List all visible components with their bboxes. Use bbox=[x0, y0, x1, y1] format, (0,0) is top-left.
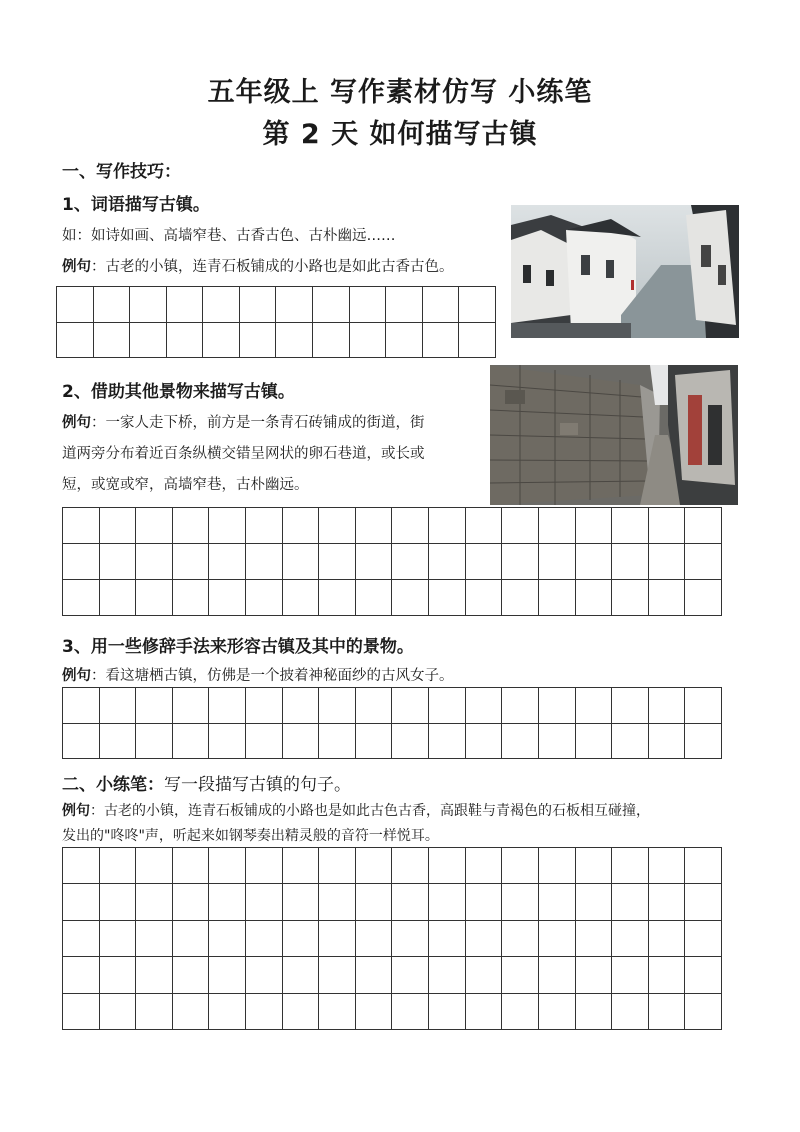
grid-cell[interactable] bbox=[276, 322, 313, 358]
grid-cell[interactable] bbox=[429, 848, 466, 884]
grid-cell[interactable] bbox=[575, 508, 612, 544]
grid-cell[interactable] bbox=[392, 993, 429, 1029]
grid-cell[interactable] bbox=[63, 723, 100, 759]
grid-cell[interactable] bbox=[246, 848, 283, 884]
grid-cell[interactable] bbox=[465, 688, 502, 724]
grid-cell[interactable] bbox=[209, 688, 246, 724]
grid-cell[interactable] bbox=[246, 723, 283, 759]
grid-cell[interactable] bbox=[575, 957, 612, 993]
grid-cell[interactable] bbox=[685, 957, 722, 993]
grid-cell[interactable] bbox=[575, 580, 612, 616]
grid-cell[interactable] bbox=[429, 993, 466, 1029]
grid-cell[interactable] bbox=[612, 957, 649, 993]
grid-cell[interactable] bbox=[282, 580, 319, 616]
grid-cell[interactable] bbox=[575, 920, 612, 956]
grid-cell[interactable] bbox=[246, 920, 283, 956]
grid-cell[interactable] bbox=[429, 920, 466, 956]
grid-cell[interactable] bbox=[648, 544, 685, 580]
grid-cell[interactable] bbox=[63, 508, 100, 544]
grid-cell[interactable] bbox=[465, 508, 502, 544]
grid-row bbox=[63, 920, 722, 956]
grid-cell[interactable] bbox=[685, 544, 722, 580]
grid-cell[interactable] bbox=[203, 322, 240, 358]
grid-cell[interactable] bbox=[172, 580, 209, 616]
grid-cell[interactable] bbox=[502, 884, 539, 920]
grid-cell[interactable] bbox=[246, 580, 283, 616]
grid-cell[interactable] bbox=[246, 544, 283, 580]
grid-cell[interactable] bbox=[282, 723, 319, 759]
grid-cell[interactable] bbox=[246, 884, 283, 920]
grid-cell[interactable] bbox=[429, 688, 466, 724]
grid-cell[interactable] bbox=[93, 287, 130, 323]
grid-row bbox=[63, 580, 722, 616]
grid-cell[interactable] bbox=[392, 544, 429, 580]
grid-cell[interactable] bbox=[63, 848, 100, 884]
grid-cell[interactable] bbox=[136, 848, 173, 884]
grid-cell[interactable] bbox=[209, 723, 246, 759]
grid-cell[interactable] bbox=[136, 688, 173, 724]
grid-cell[interactable] bbox=[648, 920, 685, 956]
tip1-examples: 如：如诗如画、高墙窄巷、古香古色、古朴幽远…… bbox=[62, 228, 396, 244]
example-label: 例句 bbox=[62, 415, 91, 431]
writing-grid-1[interactable] bbox=[56, 286, 496, 358]
grid-cell[interactable] bbox=[502, 508, 539, 544]
grid-cell[interactable] bbox=[429, 884, 466, 920]
grid-cell[interactable] bbox=[282, 920, 319, 956]
grid-cell[interactable] bbox=[392, 848, 429, 884]
grid-cell[interactable] bbox=[130, 287, 167, 323]
grid-cell[interactable] bbox=[465, 723, 502, 759]
section2-heading: 二、小练笔：写一段描写古镇的句子。 bbox=[62, 775, 351, 795]
grid-cell[interactable] bbox=[319, 723, 356, 759]
grid-cell[interactable] bbox=[429, 957, 466, 993]
grid-cell[interactable] bbox=[465, 848, 502, 884]
grid-cell[interactable] bbox=[575, 993, 612, 1029]
grid-cell[interactable] bbox=[575, 848, 612, 884]
grid-cell[interactable] bbox=[136, 723, 173, 759]
grid-cell[interactable] bbox=[422, 322, 459, 358]
grid-cell[interactable] bbox=[392, 920, 429, 956]
grid-cell[interactable] bbox=[648, 884, 685, 920]
grid-cell[interactable] bbox=[319, 848, 356, 884]
grid-cell[interactable] bbox=[136, 508, 173, 544]
grid-cell[interactable] bbox=[63, 957, 100, 993]
grid-cell[interactable] bbox=[282, 848, 319, 884]
grid-cell[interactable] bbox=[502, 957, 539, 993]
grid-cell[interactable] bbox=[172, 688, 209, 724]
grid-cell[interactable] bbox=[465, 993, 502, 1029]
grid-row bbox=[63, 723, 722, 759]
grid-cell[interactable] bbox=[319, 580, 356, 616]
grid-cell[interactable] bbox=[502, 688, 539, 724]
grid-cell[interactable] bbox=[63, 544, 100, 580]
grid-cell[interactable] bbox=[392, 884, 429, 920]
grid-cell[interactable] bbox=[648, 957, 685, 993]
grid-cell[interactable] bbox=[538, 580, 575, 616]
writing-grid-4[interactable] bbox=[62, 847, 722, 1030]
grid-row bbox=[63, 848, 722, 884]
grid-cell[interactable] bbox=[422, 287, 459, 323]
grid-cell[interactable] bbox=[349, 287, 386, 323]
grid-cell[interactable] bbox=[502, 920, 539, 956]
page-title: 五年级上 写作素材仿写 小练笔 bbox=[207, 77, 593, 108]
grid-cell[interactable] bbox=[429, 580, 466, 616]
tip3-sentence: 例句：看这塘栖古镇，仿佛是一个披着神秘面纱的古风女子。 bbox=[62, 668, 454, 684]
grid-cell[interactable] bbox=[685, 580, 722, 616]
tip2-sentence-line1: 例句：一家人走下桥，前方是一条青石砖铺成的街道，街 bbox=[62, 415, 425, 431]
grid-cell[interactable] bbox=[57, 287, 94, 323]
grid-cell[interactable] bbox=[502, 723, 539, 759]
grid-row bbox=[57, 322, 496, 358]
grid-cell[interactable] bbox=[355, 688, 392, 724]
grid-cell[interactable] bbox=[612, 723, 649, 759]
grid-cell[interactable] bbox=[465, 884, 502, 920]
grid-cell[interactable] bbox=[612, 508, 649, 544]
grid-cell[interactable] bbox=[172, 723, 209, 759]
grid-cell[interactable] bbox=[282, 884, 319, 920]
grid-row bbox=[57, 287, 496, 323]
section2-prompt: 写一段描写古镇的句子。 bbox=[164, 775, 351, 795]
grid-cell[interactable] bbox=[392, 723, 429, 759]
example-label: 例句 bbox=[62, 259, 91, 275]
grid-cell[interactable] bbox=[203, 287, 240, 323]
grid-cell[interactable] bbox=[93, 322, 130, 358]
grid-cell[interactable] bbox=[99, 993, 136, 1029]
grid-cell[interactable] bbox=[612, 848, 649, 884]
page-subtitle: 第 2 天 如何描写古镇 bbox=[262, 119, 538, 150]
grid-cell[interactable] bbox=[313, 322, 350, 358]
grid-cell[interactable] bbox=[502, 580, 539, 616]
grid-row bbox=[63, 993, 722, 1029]
grid-cell[interactable] bbox=[209, 848, 246, 884]
grid-cell[interactable] bbox=[392, 508, 429, 544]
grid-cell[interactable] bbox=[282, 508, 319, 544]
grid-cell[interactable] bbox=[355, 723, 392, 759]
grid-cell[interactable] bbox=[136, 884, 173, 920]
grid-cell[interactable] bbox=[465, 580, 502, 616]
grid-cell[interactable] bbox=[685, 688, 722, 724]
grid-cell[interactable] bbox=[648, 723, 685, 759]
example-label: 例句 bbox=[62, 803, 90, 819]
grid-cell[interactable] bbox=[612, 993, 649, 1029]
grid-cell[interactable] bbox=[355, 920, 392, 956]
grid-cell[interactable] bbox=[429, 508, 466, 544]
grid-cell[interactable] bbox=[209, 957, 246, 993]
grid-cell[interactable] bbox=[246, 688, 283, 724]
grid-cell[interactable] bbox=[575, 544, 612, 580]
grid-cell[interactable] bbox=[63, 580, 100, 616]
grid-cell[interactable] bbox=[172, 884, 209, 920]
grid-cell[interactable] bbox=[648, 993, 685, 1029]
grid-cell[interactable] bbox=[465, 920, 502, 956]
grid-cell[interactable] bbox=[99, 920, 136, 956]
grid-row bbox=[63, 884, 722, 920]
grid-cell[interactable] bbox=[209, 580, 246, 616]
grid-cell[interactable] bbox=[319, 957, 356, 993]
grid-cell[interactable] bbox=[648, 508, 685, 544]
grid-cell[interactable] bbox=[63, 884, 100, 920]
grid-cell[interactable] bbox=[99, 884, 136, 920]
grid-cell[interactable] bbox=[575, 688, 612, 724]
grid-cell[interactable] bbox=[239, 287, 276, 323]
grid-cell[interactable] bbox=[685, 508, 722, 544]
grid-cell[interactable] bbox=[63, 688, 100, 724]
grid-cell[interactable] bbox=[538, 957, 575, 993]
grid-cell[interactable] bbox=[575, 723, 612, 759]
grid-cell[interactable] bbox=[276, 287, 313, 323]
tip2-sentence-line3: 短，或宽或窄，高墙窄巷，古朴幽远。 bbox=[62, 477, 309, 493]
grid-cell[interactable] bbox=[130, 322, 167, 358]
grid-cell[interactable] bbox=[63, 993, 100, 1029]
grid-cell[interactable] bbox=[386, 322, 423, 358]
tip3-heading: 3、用一些修辞手法来形容古镇及其中的景物。 bbox=[62, 637, 414, 657]
grid-cell[interactable] bbox=[392, 688, 429, 724]
grid-cell[interactable] bbox=[99, 688, 136, 724]
grid-cell[interactable] bbox=[246, 508, 283, 544]
grid-cell[interactable] bbox=[209, 508, 246, 544]
grid-cell[interactable] bbox=[99, 848, 136, 884]
grid-cell[interactable] bbox=[575, 884, 612, 920]
grid-cell[interactable] bbox=[319, 920, 356, 956]
grid-cell[interactable] bbox=[538, 544, 575, 580]
grid-cell[interactable] bbox=[166, 322, 203, 358]
grid-row bbox=[63, 957, 722, 993]
grid-cell[interactable] bbox=[136, 544, 173, 580]
grid-cell[interactable] bbox=[246, 957, 283, 993]
grid-cell[interactable] bbox=[209, 993, 246, 1029]
grid-cell[interactable] bbox=[319, 544, 356, 580]
tip2-sentence-line2: 道两旁分布着近百条纵横交错呈网状的卵石巷道，或长或 bbox=[62, 446, 425, 462]
grid-cell[interactable] bbox=[386, 287, 423, 323]
canal-town-photo bbox=[511, 205, 739, 338]
grid-cell[interactable] bbox=[313, 287, 350, 323]
grid-cell[interactable] bbox=[502, 848, 539, 884]
grid-cell[interactable] bbox=[612, 580, 649, 616]
grid-cell[interactable] bbox=[355, 884, 392, 920]
grid-cell[interactable] bbox=[685, 993, 722, 1029]
grid-cell[interactable] bbox=[685, 920, 722, 956]
section1-heading: 一、写作技巧： bbox=[62, 162, 181, 182]
grid-cell[interactable] bbox=[355, 544, 392, 580]
grid-cell[interactable] bbox=[136, 580, 173, 616]
grid-cell[interactable] bbox=[282, 688, 319, 724]
writing-grid-3[interactable] bbox=[62, 687, 722, 759]
alley-photo bbox=[490, 365, 738, 505]
grid-cell[interactable] bbox=[538, 688, 575, 724]
grid-cell[interactable] bbox=[648, 688, 685, 724]
grid-cell[interactable] bbox=[355, 993, 392, 1029]
grid-cell[interactable] bbox=[538, 723, 575, 759]
grid-cell[interactable] bbox=[355, 508, 392, 544]
grid-cell[interactable] bbox=[57, 322, 94, 358]
grid-row bbox=[63, 688, 722, 724]
grid-cell[interactable] bbox=[538, 884, 575, 920]
grid-cell[interactable] bbox=[136, 957, 173, 993]
grid-cell[interactable] bbox=[465, 957, 502, 993]
grid-cell[interactable] bbox=[459, 322, 496, 358]
tip1-heading: 1、词语描写古镇。 bbox=[62, 195, 210, 215]
grid-cell[interactable] bbox=[209, 920, 246, 956]
grid-cell[interactable] bbox=[538, 920, 575, 956]
grid-cell[interactable] bbox=[355, 848, 392, 884]
grid-cell[interactable] bbox=[239, 322, 276, 358]
grid-cell[interactable] bbox=[172, 920, 209, 956]
grid-cell[interactable] bbox=[429, 723, 466, 759]
grid-cell[interactable] bbox=[246, 993, 283, 1029]
example-label: 例句 bbox=[62, 668, 91, 684]
grid-cell[interactable] bbox=[172, 993, 209, 1029]
grid-cell[interactable] bbox=[172, 544, 209, 580]
grid-cell[interactable] bbox=[612, 884, 649, 920]
grid-cell[interactable] bbox=[319, 508, 356, 544]
grid-cell[interactable] bbox=[612, 544, 649, 580]
grid-cell[interactable] bbox=[99, 508, 136, 544]
grid-cell[interactable] bbox=[99, 580, 136, 616]
writing-grid-2[interactable] bbox=[62, 507, 722, 616]
grid-cell[interactable] bbox=[282, 544, 319, 580]
grid-cell[interactable] bbox=[209, 884, 246, 920]
grid-cell[interactable] bbox=[392, 957, 429, 993]
grid-cell[interactable] bbox=[63, 920, 100, 956]
grid-cell[interactable] bbox=[99, 957, 136, 993]
grid-cell[interactable] bbox=[136, 920, 173, 956]
grid-row bbox=[63, 544, 722, 580]
grid-cell[interactable] bbox=[172, 508, 209, 544]
grid-cell[interactable] bbox=[355, 580, 392, 616]
section2-sentence-line2: 发出的"咚咚"声，听起来如钢琴奏出精灵般的音符一样悦耳。 bbox=[62, 828, 439, 844]
grid-cell[interactable] bbox=[502, 544, 539, 580]
grid-cell[interactable] bbox=[612, 920, 649, 956]
grid-cell[interactable] bbox=[538, 848, 575, 884]
grid-cell[interactable] bbox=[502, 993, 539, 1029]
grid-cell[interactable] bbox=[392, 580, 429, 616]
tip1-sentence: 例句：古老的小镇，连青石板铺成的小路也是如此古香古色。 bbox=[62, 259, 454, 275]
grid-cell[interactable] bbox=[166, 287, 203, 323]
grid-cell[interactable] bbox=[282, 993, 319, 1029]
grid-cell[interactable] bbox=[349, 322, 386, 358]
grid-cell[interactable] bbox=[685, 848, 722, 884]
grid-cell[interactable] bbox=[612, 688, 649, 724]
grid-cell[interactable] bbox=[319, 688, 356, 724]
grid-cell[interactable] bbox=[136, 993, 173, 1029]
grid-cell[interactable] bbox=[209, 544, 246, 580]
grid-cell[interactable] bbox=[355, 957, 392, 993]
grid-cell[interactable] bbox=[459, 287, 496, 323]
grid-cell[interactable] bbox=[319, 993, 356, 1029]
grid-cell[interactable] bbox=[685, 884, 722, 920]
grid-cell[interactable] bbox=[538, 993, 575, 1029]
grid-cell[interactable] bbox=[538, 508, 575, 544]
grid-cell[interactable] bbox=[648, 580, 685, 616]
section2-sentence-line1: 例句：古老的小镇，连青石板铺成的小路也是如此古色古香，高跟鞋与青褐色的石板相互碰撞， bbox=[62, 803, 650, 819]
grid-cell[interactable] bbox=[648, 848, 685, 884]
grid-cell[interactable] bbox=[99, 723, 136, 759]
grid-cell[interactable] bbox=[172, 848, 209, 884]
grid-row bbox=[63, 508, 722, 544]
grid-cell[interactable] bbox=[319, 884, 356, 920]
tip2-heading: 2、借助其他景物来描写古镇。 bbox=[62, 382, 295, 402]
grid-cell[interactable] bbox=[282, 957, 319, 993]
grid-cell[interactable] bbox=[685, 723, 722, 759]
grid-cell[interactable] bbox=[172, 957, 209, 993]
grid-cell[interactable] bbox=[429, 544, 466, 580]
grid-cell[interactable] bbox=[465, 544, 502, 580]
grid-cell[interactable] bbox=[99, 544, 136, 580]
